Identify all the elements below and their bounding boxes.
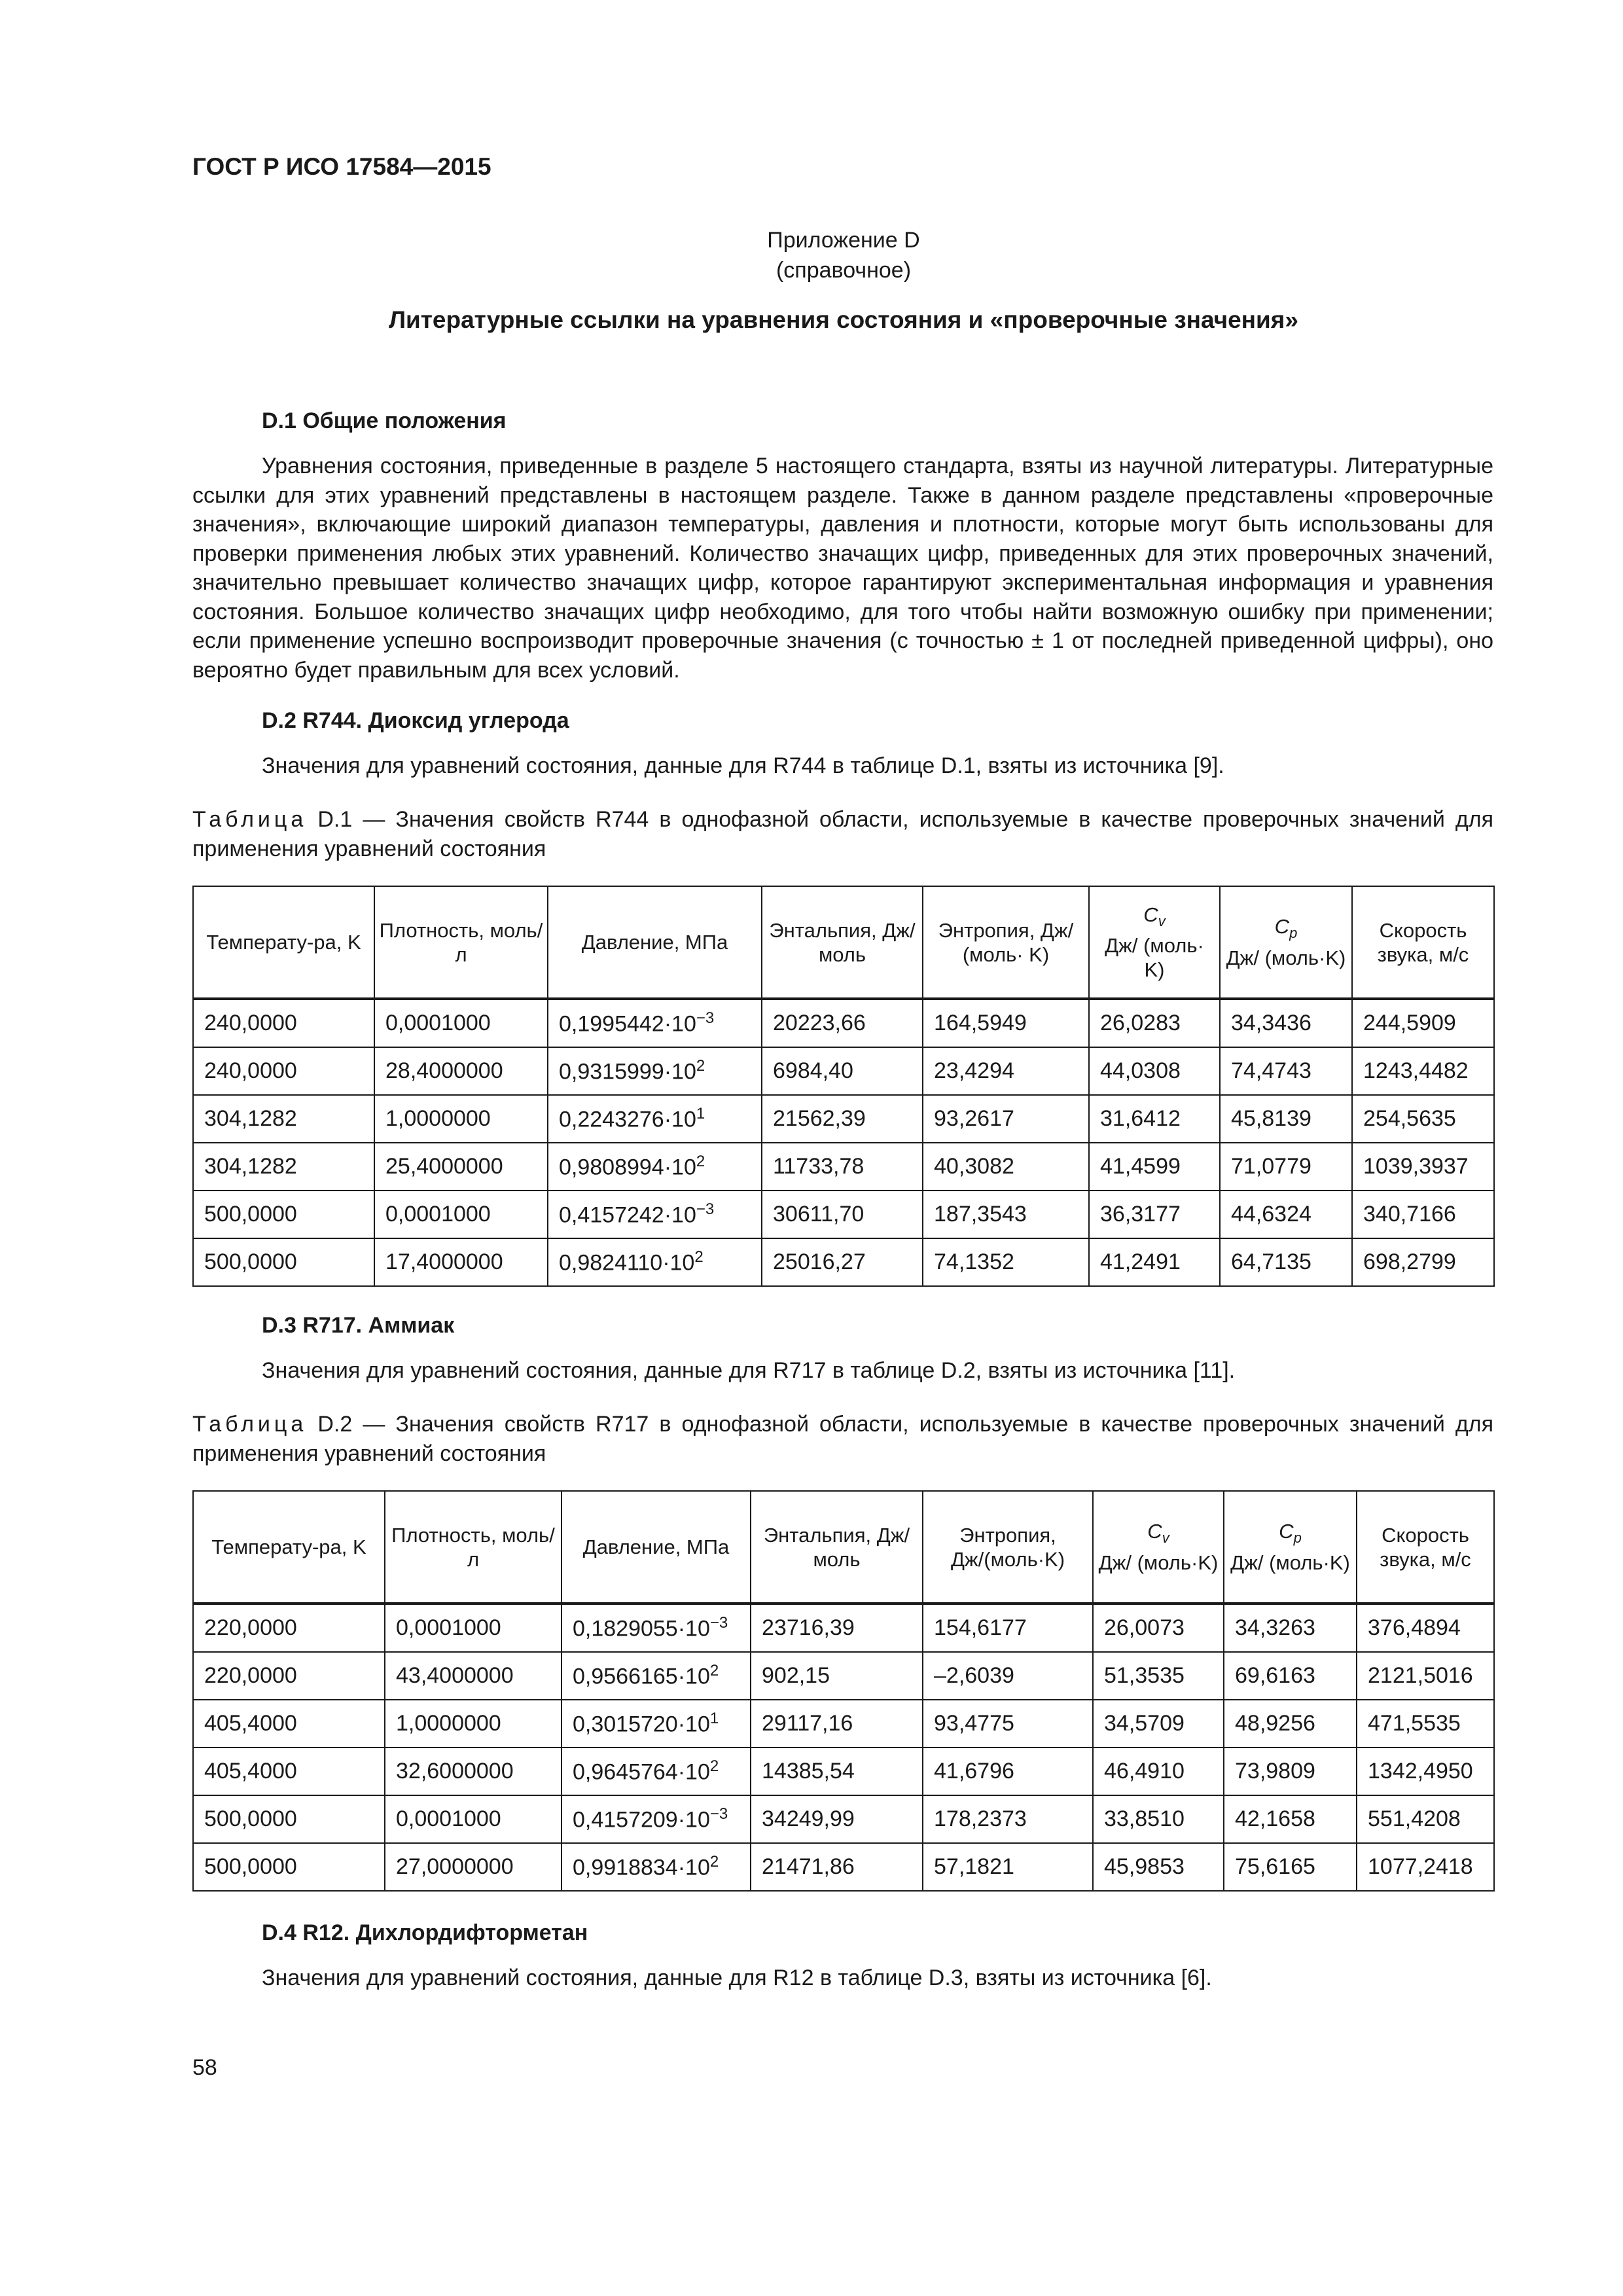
pressure-exponent: 2: [709, 1757, 719, 1776]
cp-subscript: p: [1293, 1530, 1302, 1547]
cell-enthalpy: 21562,39: [762, 1095, 923, 1143]
cell-density: 1,0000000: [374, 1095, 548, 1143]
header-entropy: Энтропия, Дж/(моль·K): [923, 1491, 1093, 1604]
cell-cv: 36,3177: [1089, 1191, 1220, 1238]
cell-pressure: [548, 1238, 762, 1286]
cell-temperature: 405,4000: [193, 1700, 385, 1748]
pressure-mantissa: 0,3015720·10: [573, 1712, 710, 1737]
cv-symbol: C: [1143, 903, 1158, 926]
table-row: [193, 1143, 1494, 1191]
cell-enthalpy: 20223,66: [762, 999, 923, 1047]
pressure-mantissa: 0,9566165·10: [573, 1664, 710, 1689]
cv-subscript: v: [1158, 913, 1166, 930]
table-row: [193, 1652, 1494, 1700]
cell-temperature: 240,0000: [193, 999, 374, 1047]
cell-sound-speed: 698,2799: [1352, 1238, 1494, 1286]
cell-enthalpy: 14385,54: [751, 1748, 923, 1795]
appendix-title: Приложение D: [767, 228, 920, 253]
section-text-d1: Уравнения состояния, приведенные в разделе 5 настоящего стандарта, взяты из научной литературы. Литературные ссылки для этих уравнений представлены в настоящем разделе. Также в данном разделе представлены «проверочные значения», включающие широкий диапазон температуры, давления и плотности, которые могут быть использованы для проверки применения любых этих уравнений. Количество значащих цифр, приведенных для этих проверочных значений, значительно превышает количество значащих цифр, которое гарантируют экспериментальная информация и уравнения состояния. Большое количество значащих цифр необходимо, для того чтобы найти возможную ошибку при применении; если применение успешно воспроизводит проверочные значения (с точностью ± 1 от последней приведенной цифры), оно вероятно будет правильным для всех условий.: [192, 454, 1493, 683]
cell-sound-speed: 376,4894: [1357, 1604, 1494, 1652]
cell-temperature: 304,1282: [193, 1143, 374, 1191]
cell-cp: 44,6324: [1220, 1191, 1352, 1238]
caption-text: D.1 — Значения свойств R744 в однофазной области, используемые в качестве проверочных значений для применения уравнений состояния: [192, 807, 1493, 861]
cell-pressure: [562, 1604, 751, 1652]
section-text-d3: Значения для уравнений состояния, данные для R717 в таблице D.2, взяты из источника [11].: [262, 1358, 1236, 1383]
table-row: [193, 1748, 1494, 1795]
pressure-mantissa: 0,9315999·10: [559, 1059, 696, 1085]
cell-enthalpy: 21471,86: [751, 1843, 923, 1891]
cell-enthalpy: 30611,70: [762, 1191, 923, 1238]
cell-pressure: [562, 1700, 751, 1748]
table-row: [193, 1604, 1494, 1652]
section-heading-d4: D.4 R12. Дихлордифторметан: [262, 1920, 588, 1945]
cell-entropy: 187,3543: [923, 1191, 1089, 1238]
cell-density: 0,0001000: [374, 999, 548, 1047]
table-row: [193, 1238, 1494, 1286]
pressure-exponent: 2: [696, 1057, 705, 1075]
cell-pressure: [562, 1843, 751, 1891]
cell-pressure: [562, 1652, 751, 1700]
cell-entropy: 154,6177: [923, 1604, 1093, 1652]
cell-sound-speed: 1342,4950: [1357, 1748, 1494, 1795]
cell-temperature: 220,0000: [193, 1652, 385, 1700]
appendix-subtitle: (справочное): [776, 258, 912, 283]
section-heading-d3: D.3 R717. Аммиак: [262, 1313, 455, 1338]
pressure-mantissa: 0,1829055·10: [573, 1616, 710, 1641]
pressure-mantissa: 0,9808994·10: [559, 1155, 696, 1180]
cell-pressure: [548, 1191, 762, 1238]
header-cp: [1220, 886, 1352, 999]
pressure-exponent: −3: [696, 1200, 715, 1219]
cell-temperature: 500,0000: [193, 1795, 385, 1843]
cp-symbol: C: [1279, 1520, 1294, 1543]
table-row: [193, 1047, 1494, 1095]
table-caption-d2: [192, 1410, 1493, 1468]
cp-unit: Дж/ (моль·K): [1226, 946, 1346, 969]
cell-enthalpy: 23716,39: [751, 1604, 923, 1652]
table-row: [193, 1191, 1494, 1238]
caption-label: Таблица: [192, 807, 308, 832]
cell-sound-speed: 1243,4482: [1352, 1047, 1494, 1095]
table-row: [193, 1700, 1494, 1748]
appendix-heading: [192, 225, 1495, 285]
cell-entropy: 164,5949: [923, 999, 1089, 1047]
cell-pressure: [548, 1143, 762, 1191]
cell-entropy: 41,6796: [923, 1748, 1093, 1795]
cell-cp: 48,9256: [1224, 1700, 1357, 1748]
pressure-exponent: 2: [694, 1248, 704, 1266]
cell-enthalpy: 11733,78: [762, 1143, 923, 1191]
table-d1: [192, 886, 1495, 1287]
cell-enthalpy: 902,15: [751, 1652, 923, 1700]
cell-density: 28,4000000: [374, 1047, 548, 1095]
header-density: Плотность, моль/л: [385, 1491, 562, 1604]
cell-cp: 34,3263: [1224, 1604, 1357, 1652]
cell-enthalpy: 25016,27: [762, 1238, 923, 1286]
cell-temperature: 500,0000: [193, 1191, 374, 1238]
pressure-mantissa: 0,2243276·10: [559, 1107, 696, 1132]
cell-cp: 75,6165: [1224, 1843, 1357, 1891]
pressure-exponent: 2: [709, 1662, 719, 1680]
pressure-mantissa: 0,9918834·10: [573, 1855, 710, 1880]
header-sound-speed: Скорость звука, м/с: [1352, 886, 1494, 999]
cv-subscript: v: [1162, 1530, 1169, 1547]
header-density: Плотность, моль/л: [374, 886, 548, 999]
cell-temperature: 220,0000: [193, 1604, 385, 1652]
cell-cp: 74,4743: [1220, 1047, 1352, 1095]
cell-density: 43,4000000: [385, 1652, 562, 1700]
cell-cv: 26,0073: [1093, 1604, 1224, 1652]
header-temperature: Температу-ра, K: [193, 886, 374, 999]
cell-temperature: 500,0000: [193, 1238, 374, 1286]
cell-density: 27,0000000: [385, 1843, 562, 1891]
cp-subscript: p: [1289, 925, 1298, 942]
cell-density: 1,0000000: [385, 1700, 562, 1748]
table-row: [193, 1843, 1494, 1891]
cell-cv: 34,5709: [1093, 1700, 1224, 1748]
header-enthalpy: Энтальпия, Дж/моль: [751, 1491, 923, 1604]
cp-unit: Дж/ (моль·K): [1230, 1551, 1350, 1574]
cell-cp: 71,0779: [1220, 1143, 1352, 1191]
cell-cp: 42,1658: [1224, 1795, 1357, 1843]
cell-temperature: 304,1282: [193, 1095, 374, 1143]
cell-cv: 26,0283: [1089, 999, 1220, 1047]
pressure-exponent: −3: [709, 1805, 728, 1823]
pressure-exponent: 2: [696, 1153, 705, 1171]
header-cv: [1089, 886, 1220, 999]
pressure-exponent: −3: [696, 1009, 715, 1028]
cell-density: 0,0001000: [385, 1795, 562, 1843]
pressure-mantissa: 0,9645764·10: [573, 1759, 710, 1785]
cell-cp: 69,6163: [1224, 1652, 1357, 1700]
section-heading-d1: D.1 Общие положения: [262, 408, 507, 433]
cell-cv: 33,8510: [1093, 1795, 1224, 1843]
header-cp: [1224, 1491, 1357, 1604]
cell-temperature: 405,4000: [193, 1748, 385, 1795]
cell-entropy: 93,2617: [923, 1095, 1089, 1143]
cell-pressure: [548, 1047, 762, 1095]
cell-sound-speed: 1077,2418: [1357, 1843, 1494, 1891]
cell-sound-speed: 340,7166: [1352, 1191, 1494, 1238]
table-row: [193, 999, 1494, 1047]
cell-cv: 41,4599: [1089, 1143, 1220, 1191]
cell-cv: 46,4910: [1093, 1748, 1224, 1795]
cell-pressure: [562, 1795, 751, 1843]
cell-sound-speed: 254,5635: [1352, 1095, 1494, 1143]
cp-symbol: C: [1274, 915, 1290, 939]
cell-cv: 44,0308: [1089, 1047, 1220, 1095]
section-heading-d2: D.2 R744. Диоксид углерода: [262, 708, 569, 733]
cell-temperature: 500,0000: [193, 1843, 385, 1891]
cv-unit: Дж/ (моль·K): [1098, 1551, 1219, 1574]
cell-cp: 34,3436: [1220, 999, 1352, 1047]
table-caption-d1: [192, 805, 1493, 863]
cell-density: 32,6000000: [385, 1748, 562, 1795]
cell-density: 25,4000000: [374, 1143, 548, 1191]
pressure-exponent: −3: [709, 1614, 728, 1632]
cell-sound-speed: 244,5909: [1352, 999, 1494, 1047]
cell-entropy: 74,1352: [923, 1238, 1089, 1286]
pressure-exponent: 1: [696, 1105, 705, 1123]
cv-unit: Дж/ (моль· K): [1105, 934, 1204, 982]
header-cv: [1093, 1491, 1224, 1604]
section-text-d4: Значения для уравнений состояния, данные для R12 в таблице D.3, взяты из источника [6].: [262, 1965, 1212, 1990]
header-entropy: Энтропия, Дж/ (моль· K): [923, 886, 1089, 999]
cell-entropy: 40,3082: [923, 1143, 1089, 1191]
table-row: [193, 1095, 1494, 1143]
cell-entropy: 93,4775: [923, 1700, 1093, 1748]
cell-sound-speed: 471,5535: [1357, 1700, 1494, 1748]
header-sound-speed: Скорость звука, м/с: [1357, 1491, 1494, 1604]
page-title: Литературные ссылки на уравнения состояния и «проверочные значения»: [389, 306, 1298, 333]
cell-pressure: [548, 999, 762, 1047]
cell-cv: 45,9853: [1093, 1843, 1224, 1891]
cell-enthalpy: 29117,16: [751, 1700, 923, 1748]
pressure-exponent: 2: [709, 1853, 719, 1871]
caption-text: D.2 — Значения свойств R717 в однофазной области, используемые в качестве проверочных значений для применения уравнений состояния: [192, 1412, 1493, 1466]
pressure-mantissa: 0,4157209·10: [573, 1807, 710, 1833]
cell-entropy: 178,2373: [923, 1795, 1093, 1843]
cell-cp: 73,9809: [1224, 1748, 1357, 1795]
cell-pressure: [562, 1748, 751, 1795]
caption-label: Таблица: [192, 1412, 308, 1437]
header-pressure: Давление, МПа: [548, 886, 762, 999]
cell-cp: 45,8139: [1220, 1095, 1352, 1143]
header-pressure: Давление, МПа: [562, 1491, 751, 1604]
cell-pressure: [548, 1095, 762, 1143]
cell-sound-speed: 2121,5016: [1357, 1652, 1494, 1700]
pressure-mantissa: 0,4157242·10: [559, 1202, 696, 1228]
cell-sound-speed: 551,4208: [1357, 1795, 1494, 1843]
header-temperature: Температу-ра, K: [193, 1491, 385, 1604]
cell-cv: 41,2491: [1089, 1238, 1220, 1286]
cell-density: 0,0001000: [374, 1191, 548, 1238]
cell-temperature: 240,0000: [193, 1047, 374, 1095]
cell-enthalpy: 34249,99: [751, 1795, 923, 1843]
cell-cp: 64,7135: [1220, 1238, 1352, 1286]
cell-density: 17,4000000: [374, 1238, 548, 1286]
cell-entropy: 57,1821: [923, 1843, 1093, 1891]
pressure-mantissa: 0,1995442·10: [559, 1011, 696, 1037]
cell-enthalpy: 6984,40: [762, 1047, 923, 1095]
cv-symbol: C: [1147, 1520, 1162, 1543]
page-number: 58: [192, 2055, 217, 2080]
header-enthalpy: Энтальпия, Дж/моль: [762, 886, 923, 999]
cell-entropy: –2,6039: [923, 1652, 1093, 1700]
pressure-exponent: 1: [709, 1710, 719, 1728]
cell-cv: 31,6412: [1089, 1095, 1220, 1143]
cell-density: 0,0001000: [385, 1604, 562, 1652]
cell-entropy: 23,4294: [923, 1047, 1089, 1095]
cell-cv: 51,3535: [1093, 1652, 1224, 1700]
table-row: [193, 1795, 1494, 1843]
section-text-d2: Значения для уравнений состояния, данные для R744 в таблице D.1, взяты из источника [9].: [262, 753, 1224, 778]
pressure-mantissa: 0,9824110·10: [559, 1250, 695, 1276]
table-d2: [192, 1490, 1495, 1892]
cell-sound-speed: 1039,3937: [1352, 1143, 1494, 1191]
document-header: ГОСТ Р ИСО 17584—2015: [192, 153, 491, 180]
